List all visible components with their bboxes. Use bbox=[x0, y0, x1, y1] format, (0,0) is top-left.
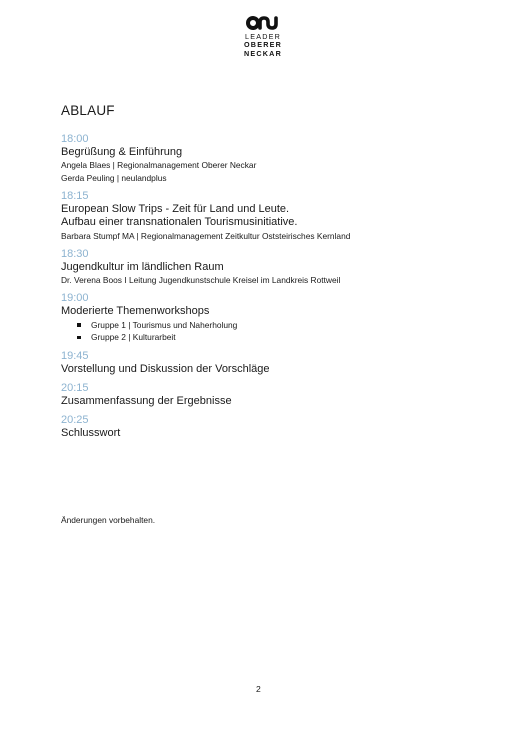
workshop-list-item: Gruppe 1 | Tourismus und Naherholung bbox=[61, 319, 481, 331]
agenda-list bbox=[61, 133, 481, 447]
agenda-item bbox=[61, 350, 481, 376]
agenda-item bbox=[61, 190, 481, 242]
agenda-title: Schlusswort bbox=[61, 427, 121, 440]
page-number: 2 bbox=[256, 684, 261, 694]
agenda-title: Zusammenfassung der Ergebnisse bbox=[61, 395, 232, 408]
workshop-list bbox=[61, 319, 481, 344]
logo-wordmark bbox=[243, 33, 283, 58]
agenda-title: Vorstellung und Diskussion der Vorschläge bbox=[61, 362, 270, 375]
agenda-item bbox=[61, 248, 481, 287]
agenda-time: 20:15 bbox=[61, 382, 89, 395]
agenda-title: European Slow Trips - Zeit für Land und Leute. bbox=[61, 202, 290, 215]
agenda-time: 18:00 bbox=[61, 133, 89, 145]
disclaimer-note: Änderungen vorbehalten. bbox=[61, 515, 156, 525]
agenda-speaker: Angela Blaes | Regionalmanagement Oberer Neckar bbox=[61, 160, 257, 171]
agenda-time: 18:15 bbox=[61, 189, 89, 202]
agenda-speaker: Gerda Peuling | neulandplus bbox=[61, 172, 167, 183]
leader-logo-icon bbox=[246, 16, 280, 30]
agenda-item bbox=[61, 133, 481, 184]
agenda-time: 18:30 bbox=[61, 247, 89, 260]
workshop-list-item: Gruppe 2 | Kulturarbeit bbox=[61, 331, 481, 343]
logo-line-2: OBERER bbox=[244, 40, 282, 50]
agenda-time: 19:00 bbox=[61, 292, 89, 305]
agenda-item bbox=[61, 414, 481, 440]
agenda-time: 20:25 bbox=[61, 414, 89, 427]
logo-line-3: NECKAR bbox=[244, 48, 282, 58]
logo-line-1: LEADER bbox=[245, 32, 281, 41]
agenda-time: 19:45 bbox=[61, 349, 89, 362]
page-title: ABLAUF bbox=[61, 103, 115, 118]
agenda-speaker: Dr. Verena Boos I Leitung Jugendkunstschule Kreisel im Landkreis Rottweil bbox=[61, 275, 341, 286]
agenda-item bbox=[61, 382, 481, 408]
agenda-speaker: Barbara Stumpf MA | Regionalmanagement Zeitkultur Oststeirisches Kernland bbox=[61, 230, 351, 241]
agenda-item bbox=[61, 292, 481, 343]
agenda-title: Jugendkultur im ländlichen Raum bbox=[61, 260, 224, 273]
leader-logo bbox=[243, 16, 283, 58]
agenda-title: Moderierte Themenworkshops bbox=[61, 305, 210, 318]
agenda-title: Aufbau einer transnationalen Tourismusinitiative. bbox=[61, 216, 298, 229]
agenda-title: Begrüßung & Einführung bbox=[61, 146, 183, 158]
